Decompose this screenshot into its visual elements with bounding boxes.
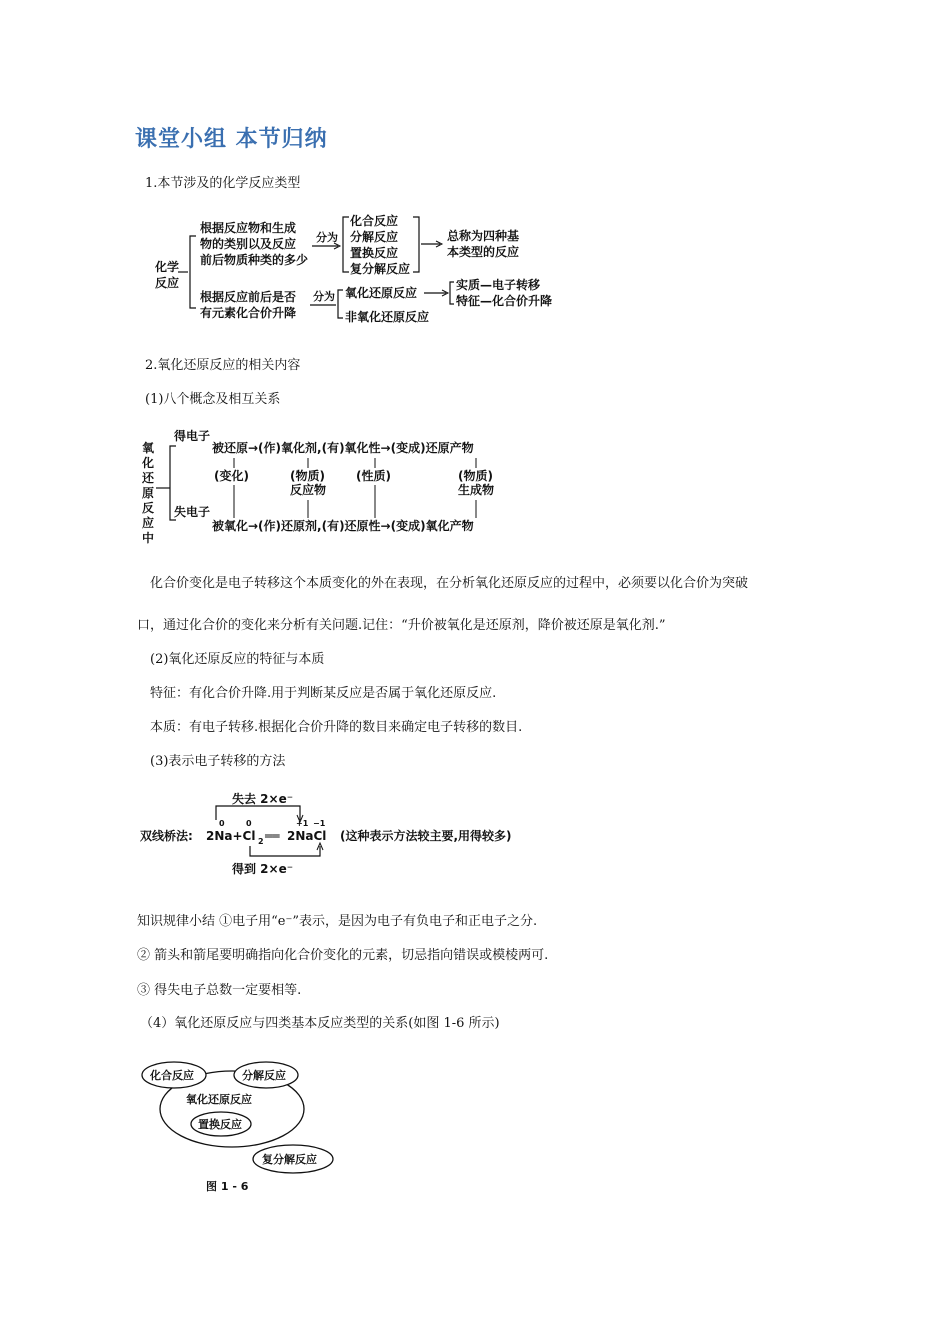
equation-right: 2NaCl	[287, 829, 327, 843]
concept-root-char: 应	[142, 516, 155, 530]
divide-label: 分为	[316, 231, 338, 244]
figure-caption: 图 1 - 6	[206, 1180, 249, 1193]
gain-label: 得电子	[174, 429, 211, 443]
ox-state: 0	[219, 819, 225, 828]
branch2-line: 有元素化合价升降	[200, 306, 297, 320]
concept-root-char: 原	[142, 486, 155, 500]
gained-label: 得到 2×e⁻	[232, 862, 294, 876]
feature-label: 特征—化合价升降	[456, 294, 553, 308]
mid-label: (物质)	[458, 469, 493, 483]
sub-heading-2: (2)氧化还原反应的特征与本质	[150, 652, 325, 667]
paragraph-line: 口，通过化合价的变化来分析有关问题.记住：“升价被氧化是还原剂，降价被还原是氧化剂.”	[137, 618, 666, 633]
ox-state: −1	[313, 819, 326, 828]
sub-heading-3: (3)表示电子转移的方法	[150, 754, 286, 769]
top-row: 被还原→(作)氧化剂,(有)氧化性→(变成)还原产物	[212, 441, 474, 455]
branch1-line: 根据反应物和生成	[200, 221, 297, 235]
equation-label: 双线桥法:	[140, 829, 193, 843]
type-item: 分解反应	[350, 230, 399, 244]
redox-label: 氧化还原反应	[345, 286, 418, 300]
rule-line: ③ 得失电子总数一定要相等.	[137, 983, 302, 998]
ox-state: +1	[296, 819, 309, 828]
section2-heading: 2.氧化还原反应的相关内容	[145, 358, 301, 373]
mid-label: (物质)	[290, 469, 325, 483]
type-item: 化合反应	[350, 214, 399, 228]
venn-label: 复分解反应	[262, 1153, 317, 1166]
mid-label: (性质)	[356, 469, 391, 483]
sub-heading-4: （4）氧化还原反应与四类基本反应类型的关系(如图 1-6 所示)	[140, 1016, 500, 1031]
concept-root-char: 反	[142, 501, 155, 515]
section1-heading: 1.本节涉及的化学反应类型	[145, 176, 301, 191]
collective-line: 总称为四种基	[447, 229, 520, 243]
rule-line: ② 箭头和箭尾要明确指向化合价变化的元素，切忌指向错误或模棱两可.	[137, 948, 549, 963]
type-item: 复分解反应	[350, 262, 411, 276]
concept-root-char: 氧	[142, 441, 155, 455]
venn-label: 氧化还原反应	[186, 1093, 252, 1106]
sub-heading-1: (1)八个概念及相互关系	[145, 392, 281, 407]
equation-arrow: ══	[265, 829, 280, 843]
collective-line: 本类型的反应	[447, 245, 520, 259]
paragraph-line: 化合价变化是电子转移这个本质变化的外在表现，在分析氧化还原反应的过程中，必须要以化合价为突破	[150, 576, 749, 591]
branch1-line: 前后物质种类的多少	[200, 253, 309, 267]
branch2-line: 根据反应前后是否	[200, 290, 297, 304]
branch1-line: 物的类别以及反应	[200, 237, 297, 251]
concept-root-char: 化	[142, 456, 155, 470]
nonredox-label: 非氧化还原反应	[345, 310, 430, 324]
root-label-2: 反应	[155, 276, 180, 290]
feature-text: 特征：有化合价升降.用于判断某反应是否属于氧化还原反应.	[150, 686, 497, 701]
ox-state: 0	[246, 819, 252, 828]
lose-label: 失电子	[174, 505, 211, 519]
essence-text: 本质：有电子转移.根据化合价升降的数目来确定电子转移的数目.	[150, 720, 523, 735]
equation-left: 2Na+Cl	[206, 829, 256, 843]
rule-line: 知识规律小结 ①电子用“e⁻”表示，是因为电子有负电子和正电子之分.	[137, 914, 538, 929]
equation-note: (这种表示方法较主要,用得较多)	[340, 829, 512, 843]
mid-label: 反应物	[290, 483, 327, 497]
mid-label: (变化)	[214, 469, 249, 483]
type-item: 置换反应	[350, 246, 399, 260]
subscript: 2	[258, 837, 264, 846]
root-label-1: 化学	[155, 260, 180, 274]
bottom-row: 被氧化→(作)还原剂,(有)还原性→(变成)氧化产物	[212, 519, 474, 533]
concept-root-char: 还	[142, 471, 155, 485]
page-title: 课堂小组 本节归纳	[135, 127, 328, 152]
essence-label: 实质—电子转移	[456, 278, 541, 292]
lost-label: 失去 2×e⁻	[232, 792, 294, 806]
divide-label: 分为	[313, 290, 335, 303]
concept-root-char: 中	[142, 531, 155, 545]
mid-label: 生成物	[458, 483, 495, 497]
venn-label: 化合反应	[150, 1069, 194, 1082]
venn-label: 置换反应	[198, 1118, 242, 1131]
venn-label: 分解反应	[242, 1069, 286, 1082]
